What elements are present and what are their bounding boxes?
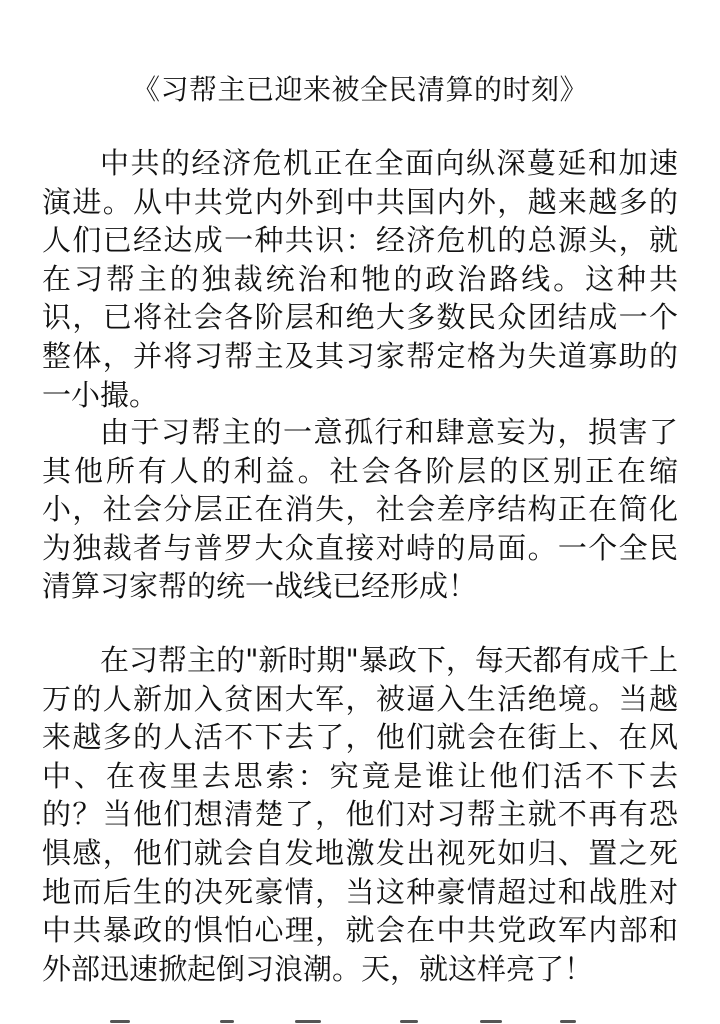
document-title: 《习帮主已迎来被全民清算的时刻》 bbox=[131, 73, 588, 106]
truncated-next-line bbox=[40, 1016, 680, 1024]
paragraph-1: 中共的经济危机正在全面向纵深蔓延和加速演进。从中共党内外到中共国内外，越来越多的人们已经达成一种共识：经济危机的总源头，就在习帮主的独裁统治和牠的政治路线。这种共识，已将社会各阶层和绝大多数民众团结成一个整体，并将习帮主及其习家帮定格为失道寡助的一小撮。 bbox=[42, 146, 678, 412]
paragraph-3: 在习帮主的"新时期"暴政下，每天都有成千上万的人新加入贫困大军，被逼入生活绝境。当越来越多的人活不下去了，他们就会在街上、在风中、在夜里去思索：究竟是谁让他们活不下去的？当他们想清楚了，他们对习帮主就不再有恐惧感，他们就会自发地激发出视死如归、置之死地而后生的决死豪情，当这种豪情超过和战胜对中共暴政的惧怕心理，就会在中共党政军内部和外部迅速掀起倒习浪潮。天，就这样亮了！ bbox=[42, 643, 678, 986]
paragraph-2: 由于习帮主的一意孤行和肆意妄为，损害了其他所有人的利益。社会各阶层的区别正在缩小，社会分层正在消失，社会差序结构正在简化为独裁者与普罗大众直接对峙的局面。一个全民清算习家帮的统一战线已经形成！ bbox=[42, 415, 678, 604]
